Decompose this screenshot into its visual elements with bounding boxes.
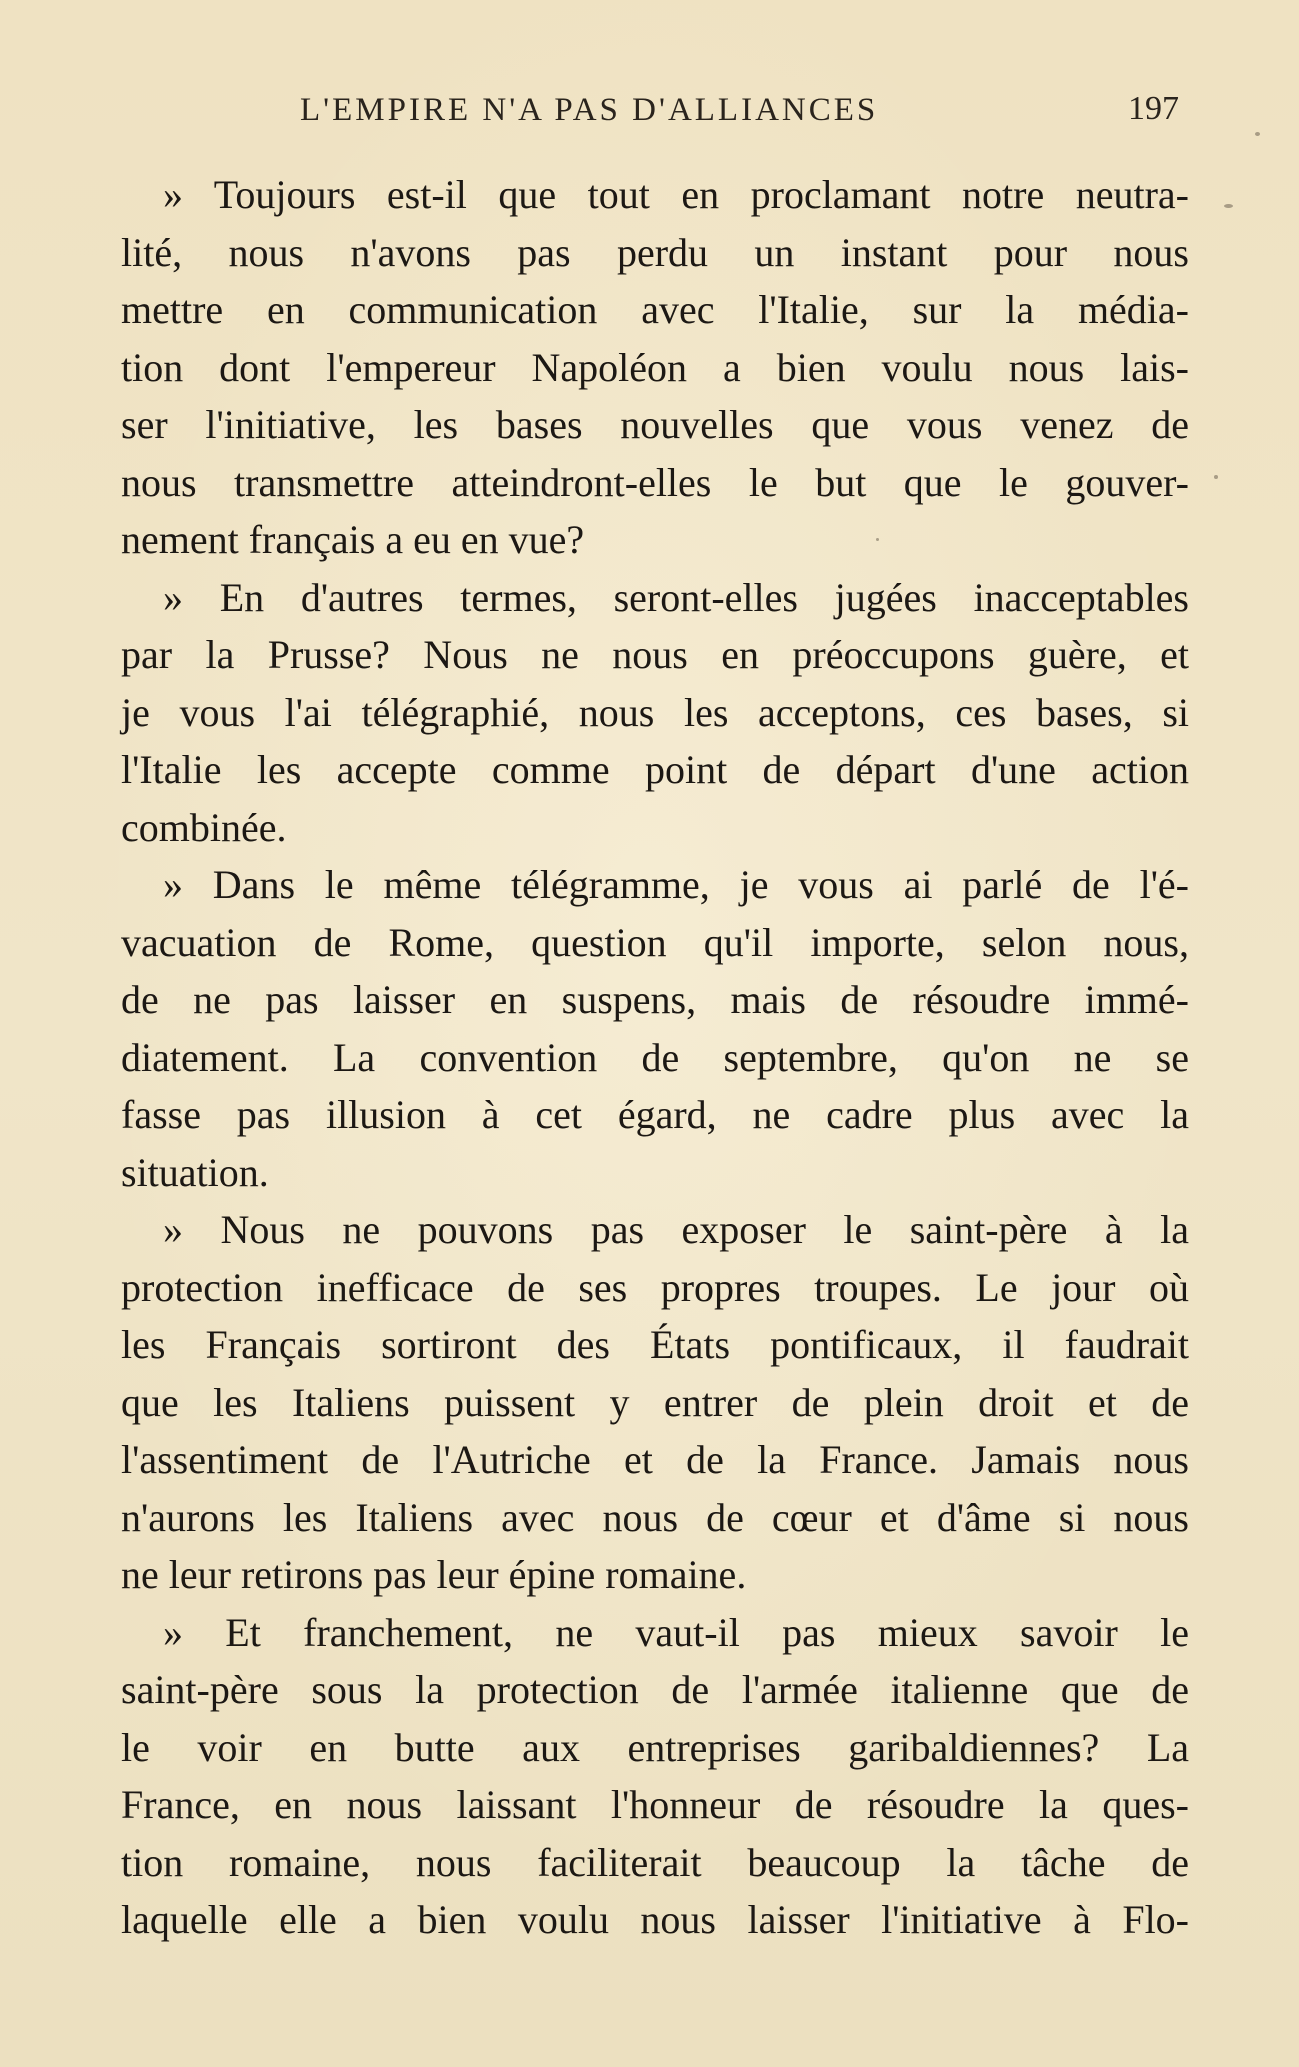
text-line: mettre en communication avec l'Italie, sur la média- [121, 287, 1189, 332]
text-line: protection inefficace de ses propres troupes. Le jour où [121, 1264, 1189, 1310]
text-line: l'assentiment de l'Autriche et de la France. Jamais nous [121, 1437, 1189, 1482]
text-line: combinée. [121, 804, 287, 850]
text-line: » Nous ne pouvons pas exposer le saint-père à la [163, 1207, 1189, 1252]
text-line: lité, nous n'avons pas perdu un instant pour nous [121, 229, 1189, 275]
page-number: 197 [1128, 90, 1179, 127]
text-line: » Dans le même télégramme, je vous ai parlé de l'é- [163, 862, 1189, 907]
text-line: le voir en butte aux entreprises garibaldiennes? La [121, 1724, 1189, 1770]
text-line: » En d'autres termes, seront-elles jugées inacceptables [163, 574, 1189, 620]
text-line: ser l'initiative, les bases nouvelles que vous venez de [121, 402, 1189, 447]
text-line: que les Italiens puissent y entrer de plein droit et de [121, 1379, 1189, 1425]
text-line: nement français a eu en vue? [121, 517, 585, 562]
text-line: tion romaine, nous faciliterait beaucoup la tâche de [121, 1839, 1189, 1885]
text-line: » Et franchement, ne vaut-il pas mieux savoir le [163, 1609, 1189, 1655]
paper-speck [1255, 132, 1260, 136]
text-line: » Toujours est-il que tout en proclamant notre neutra- [163, 172, 1189, 217]
paper-speck [1214, 475, 1218, 479]
text-line: fasse pas illusion à cet égard, ne cadre plus avec la [121, 1092, 1189, 1137]
text-line: diatement. La convention de septembre, qu'on ne se [121, 1034, 1189, 1080]
text-line: les Français sortiront des États pontificaux, il faudrait [121, 1322, 1189, 1367]
text-line: nous transmettre atteindront-elles le but que le gouver- [121, 459, 1189, 505]
body-text [121, 166, 1189, 1949]
text-line: laquelle elle a bien voulu nous laisser l'initiative à Flo- [121, 1897, 1189, 1942]
running-head: L'EMPIRE N'A PAS D'ALLIANCES [300, 92, 879, 128]
paper-speck [1224, 204, 1233, 208]
text-line: tion dont l'empereur Napoléon a bien voulu nous lais- [121, 344, 1189, 390]
text-line: l'Italie les accepte comme point de départ d'une action [121, 747, 1189, 792]
text-line: ne leur retirons pas leur épine romaine. [121, 1552, 747, 1597]
paragraph [121, 1201, 1189, 1604]
paragraph [121, 1604, 1189, 1949]
text-line: situation. [121, 1149, 269, 1195]
paragraph [121, 166, 1189, 569]
text-line: de ne pas laisser en suspens, mais de résoudre immé- [121, 977, 1189, 1022]
text-line: je vous l'ai télégraphié, nous les acceptons, ces bases, si [121, 689, 1189, 735]
paragraph [121, 856, 1189, 1201]
text-line: saint-père sous la protection de l'armée italienne que de [121, 1667, 1189, 1712]
text-line: n'aurons les Italiens avec nous de cœur et d'âme si nous [121, 1494, 1189, 1540]
text-line: par la Prusse? Nous ne nous en préoccupons guère, et [121, 632, 1189, 677]
text-line: France, en nous laissant l'honneur de résoudre la ques- [121, 1782, 1189, 1827]
paragraph [121, 569, 1189, 857]
text-line: vacuation de Rome, question qu'il importe, selon nous, [121, 919, 1189, 965]
paper-speck [876, 538, 879, 541]
